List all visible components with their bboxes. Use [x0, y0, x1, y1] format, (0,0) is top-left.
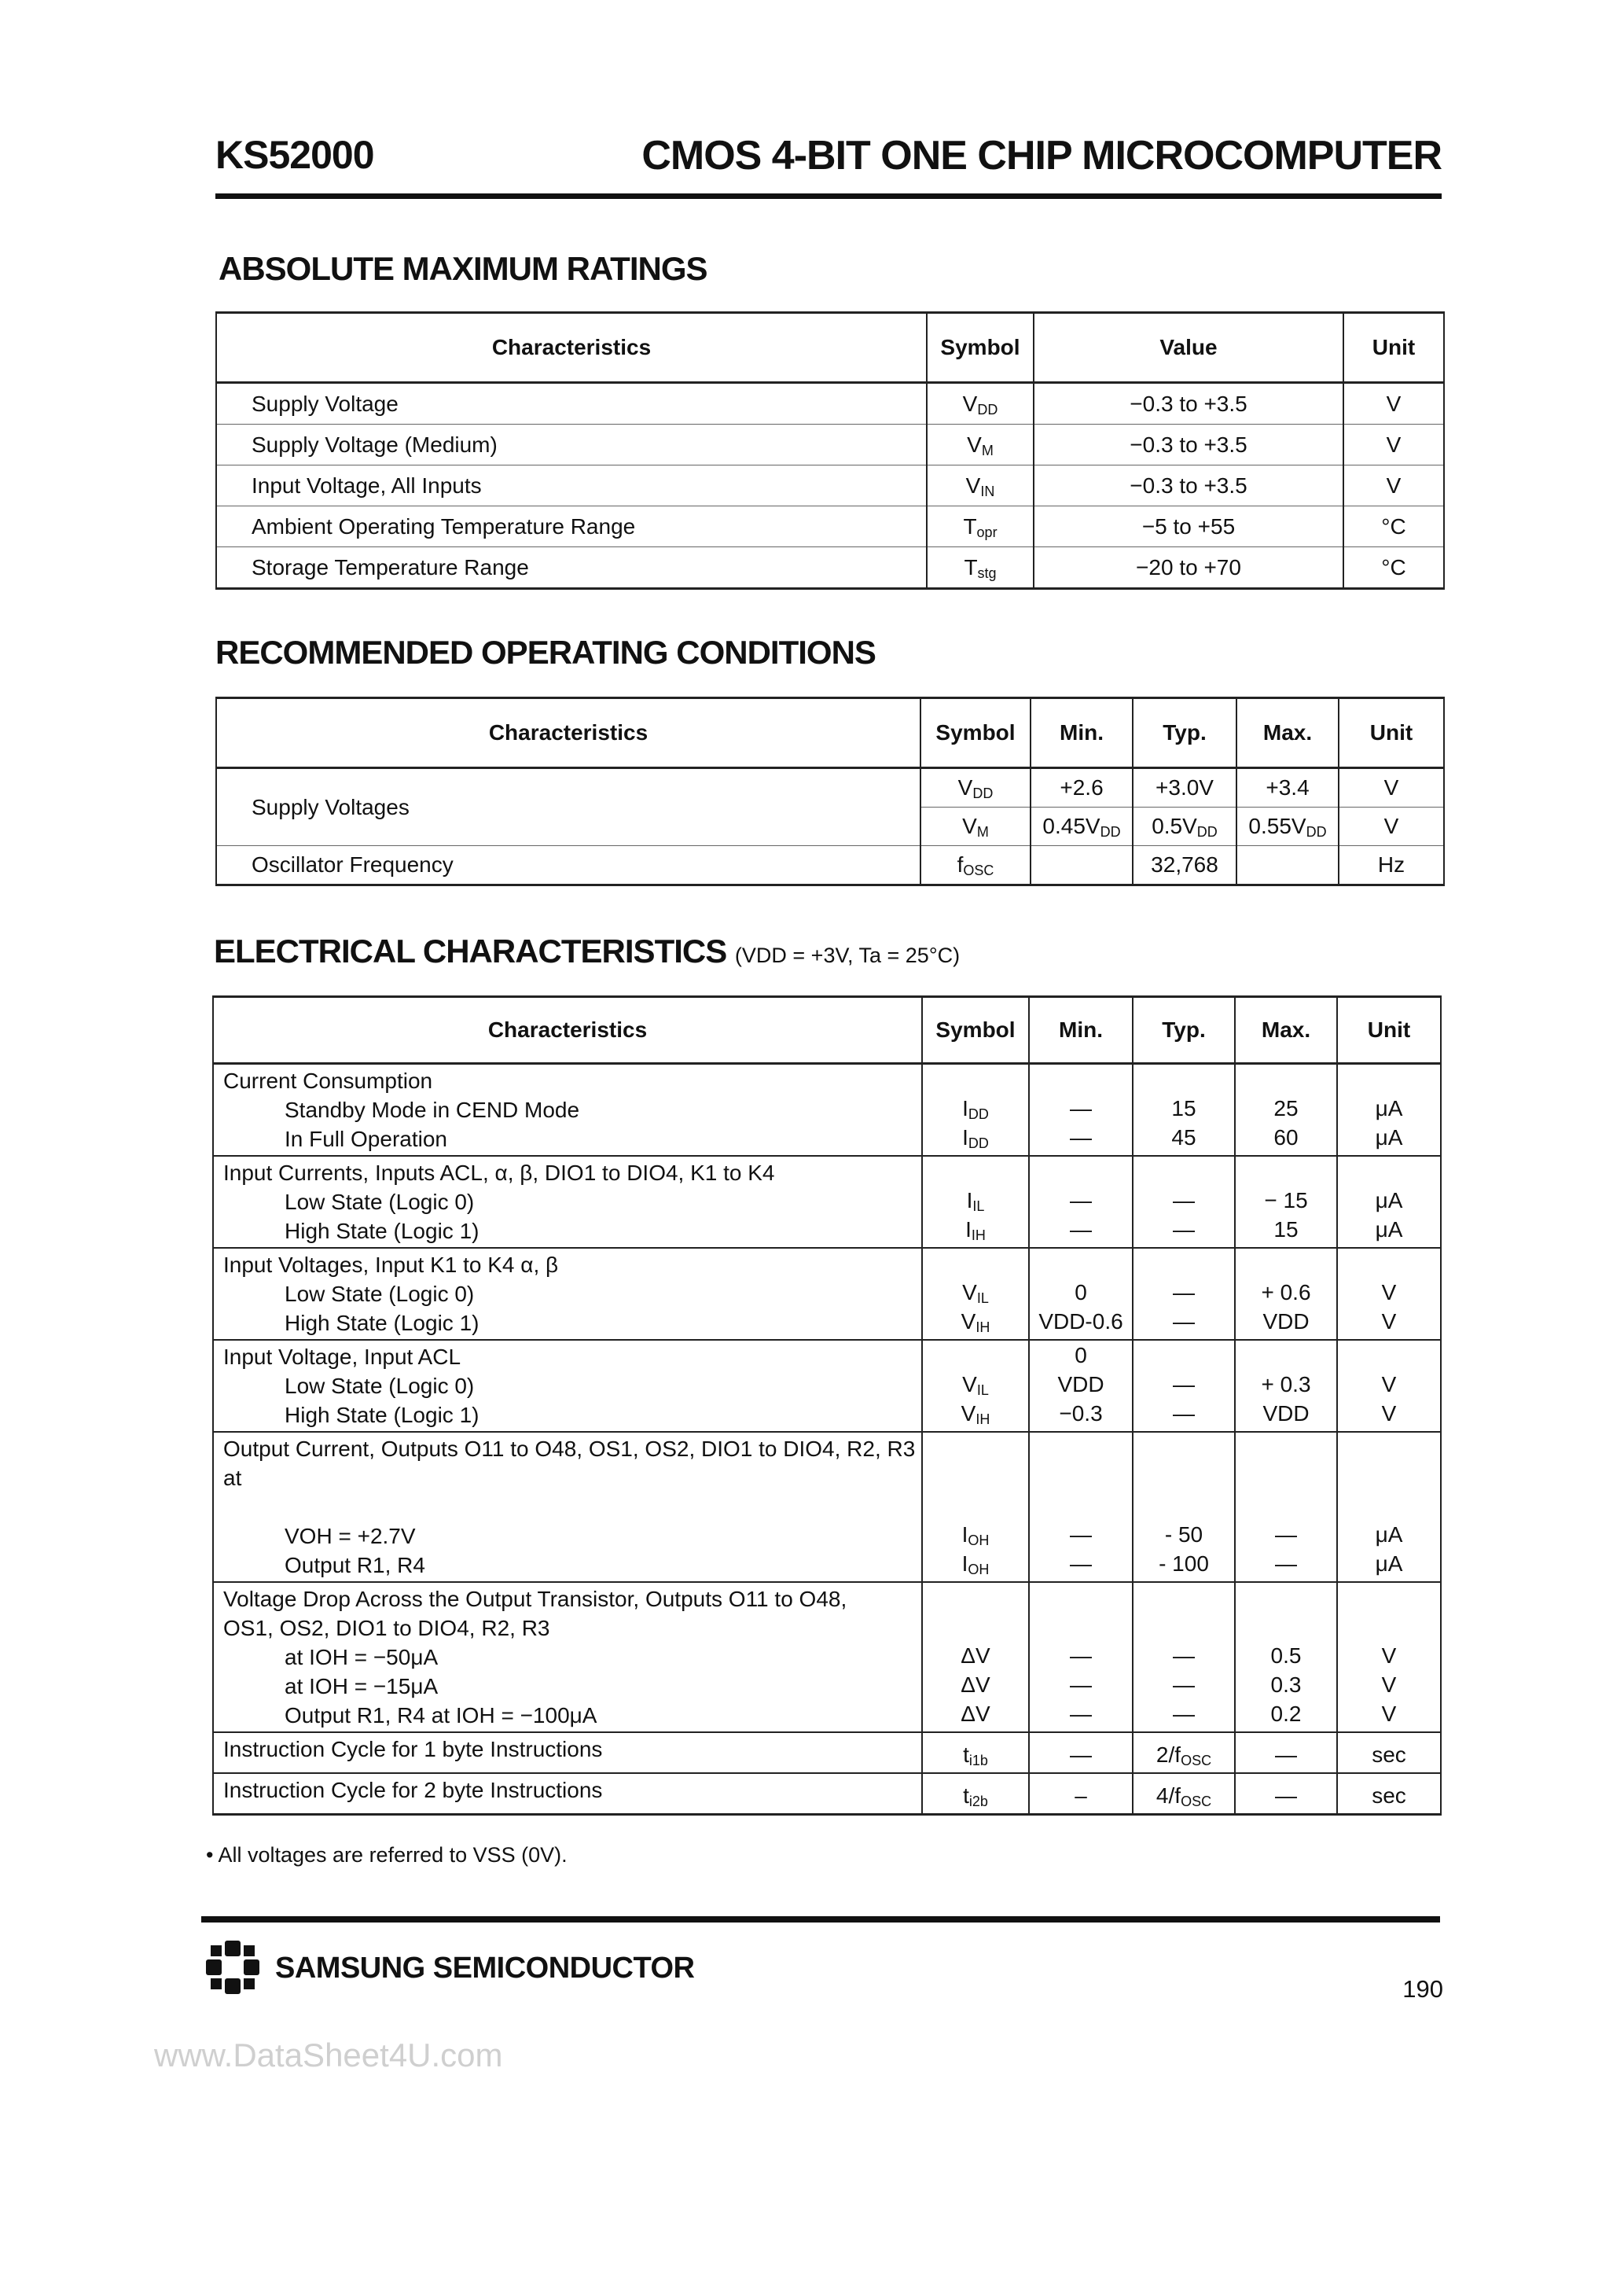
ec-h-max: Max. [1235, 997, 1337, 1064]
page-number: 190 [1402, 1975, 1443, 2003]
ec-h-characteristics: Characteristics [213, 997, 922, 1064]
table-row [213, 1582, 1441, 1732]
ec-voltage-drop-max: 0.5 0.3 0.2 [1235, 1582, 1337, 1732]
amr-h-unit: Unit [1343, 313, 1444, 383]
ec-input-volt-k-unit: V V [1337, 1248, 1441, 1340]
table-row [216, 383, 1444, 425]
table-row [213, 1064, 1441, 1157]
ec-input-volt-k-symbol: $V_{IL}$ $V_{IH}$ [922, 1248, 1029, 1340]
ec-conditions: (VDD = +3V, Ta = 25°C) [734, 944, 961, 967]
ec-input-volt-acl-symbol: $V_{IL}$ $V_{IH}$ [922, 1340, 1029, 1432]
roc-header-row [216, 698, 1444, 768]
table-row [216, 506, 1444, 547]
ec-output-current-unit: μA μA [1337, 1432, 1441, 1582]
amr-symbol: $V_M$ [927, 425, 1034, 465]
ec-input-currents-max: − 15 15 [1235, 1156, 1337, 1248]
ec-voltage-drop-min: — — — [1029, 1582, 1133, 1732]
roc-h-min: Min. [1031, 698, 1133, 768]
amr-h-characteristics: Characteristics [216, 313, 927, 383]
amr-h-symbol: Symbol [927, 313, 1034, 383]
ec-input-volt-acl-max: + 0.3 VDD [1235, 1340, 1337, 1432]
roc-symbol: $V_{DD}$ [920, 768, 1031, 808]
table-row [216, 846, 1444, 885]
ec-cycle1-max: — [1235, 1732, 1337, 1773]
ec-cycle2-min: – [1029, 1773, 1133, 1815]
ec-current-symbol: $I_{DD}$ $I_{DD}$ [922, 1064, 1029, 1157]
ec-cycle1-unit: sec [1337, 1732, 1441, 1773]
ec-output-current-symbol: $I_{OH}$ $I_{OH}$ [922, 1432, 1029, 1582]
ec-cycle1-min: — [1029, 1732, 1133, 1773]
amr-unit: V [1343, 383, 1444, 425]
ec-cycle2-unit: sec [1337, 1773, 1441, 1815]
watermark: www.DataSheet4U.com [154, 2037, 503, 2073]
table-row [213, 1432, 1441, 1582]
roc-h-unit: Unit [1339, 698, 1444, 768]
ec-current-char: Current Consumption Standby Mode in CEND Mode In Full Operation [213, 1064, 922, 1157]
table-row [213, 1156, 1441, 1248]
roc-typ: +3.0V [1133, 768, 1236, 808]
roc-osc-label: Oscillator Frequency [216, 846, 920, 885]
amr-char: Input Voltage, All Inputs [216, 465, 927, 506]
ec-input-volt-acl-min: 0 VDD −0.3 [1029, 1340, 1133, 1432]
ec-cycle1-char: Instruction Cycle for 1 byte Instructions [213, 1732, 922, 1773]
ec-title-block [214, 933, 960, 970]
ec-cycle2-typ: $4/f_{OSC}$ [1133, 1773, 1235, 1815]
ec-input-volt-acl-typ: — — [1133, 1340, 1235, 1432]
amr-unit: °C [1343, 547, 1444, 589]
ec-input-volt-k-typ: — — [1133, 1248, 1235, 1340]
footer-rule [201, 1916, 1440, 1923]
ec-input-volt-acl-unit: V V [1337, 1340, 1441, 1432]
ec-title: ELECTRICAL CHARACTERISTICS [214, 933, 727, 970]
ec-table [212, 995, 1442, 1816]
amr-value: −0.3 to +3.5 [1034, 383, 1343, 425]
roc-h-typ: Typ. [1133, 698, 1236, 768]
ec-h-unit: Unit [1337, 997, 1441, 1064]
samsung-logo-icon [204, 1939, 261, 1996]
roc-h-symbol: Symbol [920, 698, 1031, 768]
amr-char: Ambient Operating Temperature Range [216, 506, 927, 547]
roc-symbol: $f_{OSC}$ [920, 846, 1031, 885]
amr-value: −5 to +55 [1034, 506, 1343, 547]
ec-output-current-min: — — [1029, 1432, 1133, 1582]
amr-table [215, 311, 1445, 590]
ec-voltage-drop-typ: — — — [1133, 1582, 1235, 1732]
roc-symbol: $V_M$ [920, 808, 1031, 846]
table-row [216, 425, 1444, 465]
header-rule [215, 193, 1442, 199]
table-row [216, 465, 1444, 506]
ec-input-volt-k-char: Input Voltages, Input K1 to K4 α, β Low State (Logic 0) High State (Logic 1) [213, 1248, 922, 1340]
amr-char: Supply Voltage [216, 383, 927, 425]
roc-min [1031, 846, 1133, 885]
ec-current-min: — — [1029, 1064, 1133, 1157]
table-row [213, 1732, 1441, 1773]
ec-output-current-typ: - 50 - 100 [1133, 1432, 1235, 1582]
amr-symbol: $T_{opr}$ [927, 506, 1034, 547]
amr-symbol: $V_{DD}$ [927, 383, 1034, 425]
ec-input-currents-typ: — — [1133, 1156, 1235, 1248]
ec-voltage-drop-char: Voltage Drop Across the Output Transistor, Outputs O11 to O48, OS1, OS2, DIO1 to DIO4, R2, R3 at IOH = −50μA at IOH = −15μA Output R1, R4 at IOH = −100μA [213, 1582, 922, 1732]
ec-output-current-char: Output Current, Outputs O11 to O48, OS1, OS2, DIO1 to DIO4, R2, R3 at VOH = +2.7V Output R1, R4 [213, 1432, 922, 1582]
roc-h-max: Max. [1236, 698, 1339, 768]
roc-typ: 32,768 [1133, 846, 1236, 885]
roc-unit: V [1339, 768, 1444, 808]
roc-title: RECOMMENDED OPERATING CONDITIONS [215, 634, 876, 671]
amr-unit: °C [1343, 506, 1444, 547]
roc-h-characteristics: Characteristics [216, 698, 920, 768]
document-title: CMOS 4-BIT ONE CHIP MICROCOMPUTER [641, 133, 1442, 178]
amr-h-value: Value [1034, 313, 1343, 383]
ec-h-typ: Typ. [1133, 997, 1235, 1064]
ec-h-symbol: Symbol [922, 997, 1029, 1064]
amr-char: Supply Voltage (Medium) [216, 425, 927, 465]
brand-name: SAMSUNG SEMICONDUCTOR [275, 1952, 695, 1985]
table-row [213, 1773, 1441, 1815]
ec-output-current-max: — — [1235, 1432, 1337, 1582]
ec-input-volt-acl-char: Input Voltage, Input ACL Low State (Logic 0) High State (Logic 1) [213, 1340, 922, 1432]
amr-value: −20 to +70 [1034, 547, 1343, 589]
roc-max: +3.4 [1236, 768, 1339, 808]
roc-min: +2.6 [1031, 768, 1133, 808]
roc-max: $0.55V_{DD}$ [1236, 808, 1339, 846]
ec-input-currents-unit: μA μA [1337, 1156, 1441, 1248]
ec-input-currents-char: Input Currents, Inputs ACL, α, β, DIO1 to DIO4, K1 to K4 Low State (Logic 0) High State (Logic 1) [213, 1156, 922, 1248]
ec-cycle2-char: Instruction Cycle for 2 byte Instructions [213, 1773, 922, 1815]
roc-table [215, 697, 1445, 886]
amr-header-row [216, 313, 1444, 383]
roc-max [1236, 846, 1339, 885]
amr-title: ABSOLUTE MAXIMUM RATINGS [219, 250, 707, 287]
ec-cycle1-symbol: $t_{i1b}$ [922, 1732, 1029, 1773]
roc-unit: Hz [1339, 846, 1444, 885]
footnote: • All voltages are referred to VSS (0V). [206, 1843, 568, 1867]
amr-char: Storage Temperature Range [216, 547, 927, 589]
roc-supply-label: Supply Voltages [216, 768, 920, 846]
ec-cycle1-typ: $2/f_{OSC}$ [1133, 1732, 1235, 1773]
amr-value: −0.3 to +3.5 [1034, 425, 1343, 465]
ec-h-min: Min. [1029, 997, 1133, 1064]
amr-unit: V [1343, 465, 1444, 506]
amr-unit: V [1343, 425, 1444, 465]
ec-current-max: 25 60 [1235, 1064, 1337, 1157]
part-number: KS52000 [215, 133, 374, 177]
ec-input-volt-k-max: + 0.6 VDD [1235, 1248, 1337, 1340]
ec-input-currents-min: — — [1029, 1156, 1133, 1248]
ec-voltage-drop-unit: V V V [1337, 1582, 1441, 1732]
amr-symbol: $T_{stg}$ [927, 547, 1034, 589]
ec-voltage-drop-symbol: ΔV ΔV ΔV [922, 1582, 1029, 1732]
table-row [213, 1248, 1441, 1340]
roc-unit: V [1339, 808, 1444, 846]
table-row [213, 1340, 1441, 1432]
table-row [216, 768, 1444, 808]
ec-current-unit: μA μA [1337, 1064, 1441, 1157]
ec-current-typ: 15 45 [1133, 1064, 1235, 1157]
ec-cycle2-symbol: $t_{i2b}$ [922, 1773, 1029, 1815]
amr-symbol: $V_{IN}$ [927, 465, 1034, 506]
table-row [216, 547, 1444, 589]
ec-input-currents-symbol: $I_{IL}$ $I_{IH}$ [922, 1156, 1029, 1248]
roc-typ: $0.5V_{DD}$ [1133, 808, 1236, 846]
roc-min: $0.45V_{DD}$ [1031, 808, 1133, 846]
ec-input-volt-k-min: 0 VDD-0.6 [1029, 1248, 1133, 1340]
ec-cycle2-max: — [1235, 1773, 1337, 1815]
amr-value: −0.3 to +3.5 [1034, 465, 1343, 506]
ec-header-row [213, 997, 1441, 1064]
